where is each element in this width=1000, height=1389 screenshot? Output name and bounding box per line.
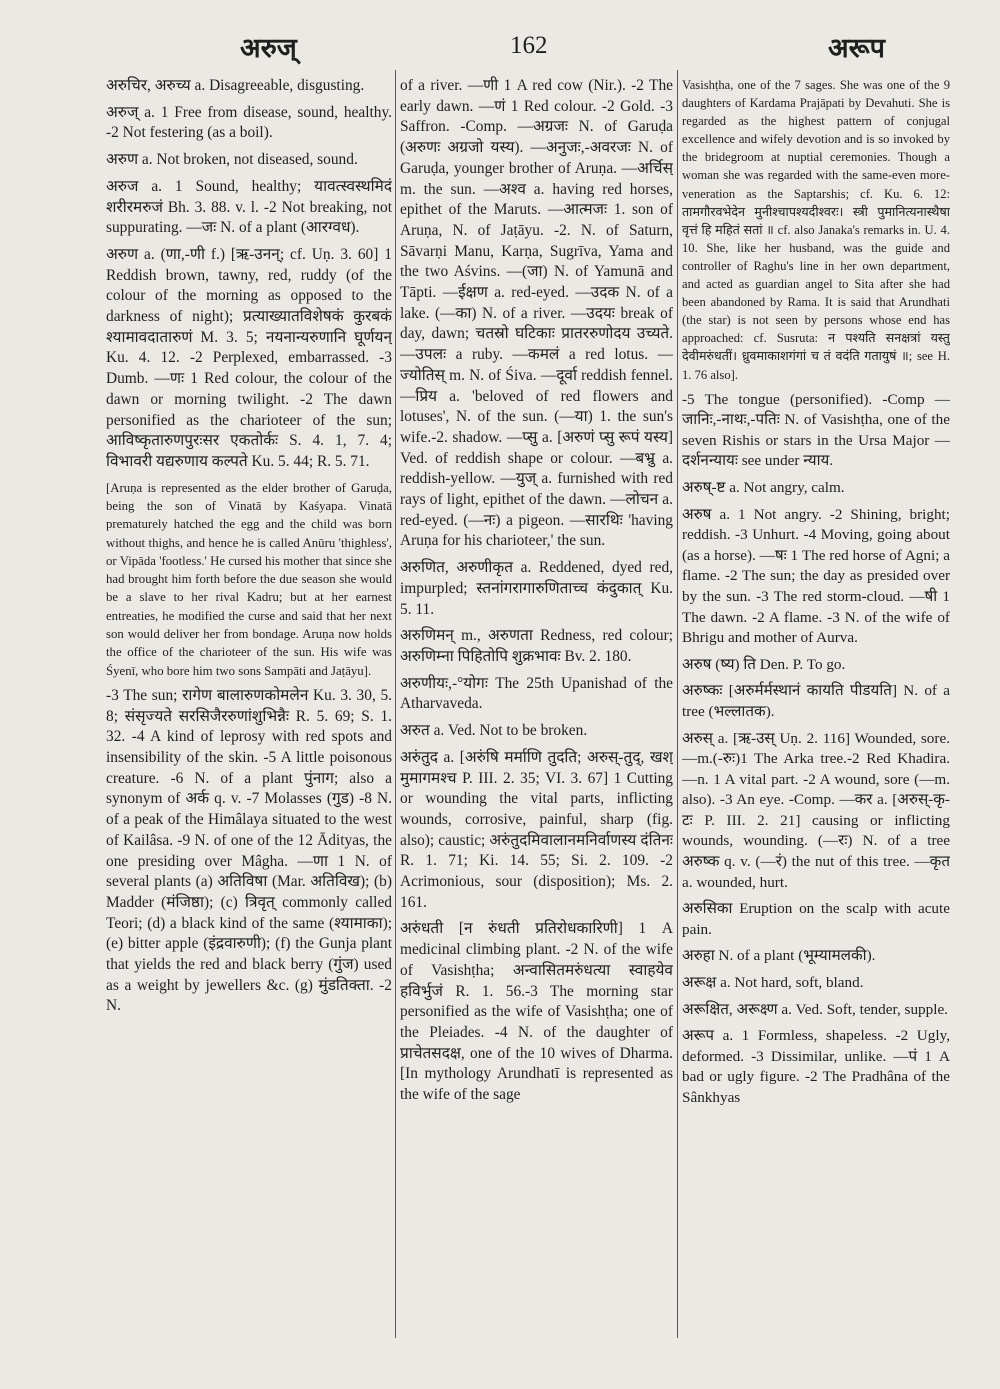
column-1 [106,76,392,1338]
entry: अरुणिमन् m., अरुणता Redness, red colour; अरुणिम्ना पिहितोपि शुक्रभावः Bv. 2. 180. [400,627,673,665]
entry: अरुज् a. 1 Free from disease, sound, healthy. -2 Not festering (as a boil). [106,103,392,142]
entry: अरुत a. Ved. Not to be broken. [400,722,588,740]
page-number: 162 [510,32,548,59]
page-header [100,28,945,68]
entry: अरुहा N. of a plant (भूम्यामलकी). [682,947,876,965]
entry: अरुष a. 1 Not angry. -2 Shining, bright; reddish. -3 Unhurt. -4 Moving, going about (as a horse). —षः 1 The red horse of Agni; a flame. -2 The sun; the day as presided over by the sun. -3 The red storm-cloud. —षी 1 The dawn. -2 A flame. -3 N. of the wife of Bhrigu and mother of Aurva. [682,505,950,647]
column-2 [400,76,673,1338]
column-3 [682,76,950,1338]
entry: अरुष्-ष्ट a. Not angry, calm. [682,478,845,496]
entry: अरुष (ष्य) ति Den. P. To go. [682,655,846,673]
left-running-headword: अरुज् [240,33,297,64]
entry-note: Vasishṭha, one of the 7 sages. She was one of the 9 daughters of Kardama Prajāpati by Devahuti. She is regarded as the highest pattern of conjugal excellence and wifely devotion and is so invoked by the bridegroom at nuptial ceremonies. Though a woman she was regarded with the same-even more-veneration as the Saptarshis; cf. Ku. 6. 12: तामगौरवभेदेन मुनीश्चापश्यदीश्वरः। स्त्री पुमानित्यनास्थैषा वृत्तं हि महितं सतां ॥ cf. also Janaka's remarks in. U. 4. 10. She, like her husband, was the guide and controller of Raghu's line in her own department, and acted as guardian angel to Sita after she had been abandoned by Rama. It is said that Arundhati (the star) is not seen by persons whose end has approached: cf. Susruta: न पश्यति सनक्षत्रां यस्तु देवीमरुंधतीं। ध्रुवमाकाशगंगां च तं वदंति गतायुषं ॥; see H. 1. 76 also]. [682,78,950,382]
entry: अरूक्षित, अरूक्ष्ण a. Ved. Soft, tender, supple. [682,1000,948,1018]
entry: अरूक्ष a. Not hard, soft, bland. [682,974,864,992]
entry-note: [Aruṇa is represented as the elder brother of Garuḍa, being the son of Vinatā by Kaśyapa. Vinatā prematurely hatched the egg and the child was born without thighs, and hence he is called Anūru 'thighless', or Vipāda 'footless.' He cursed his mother that since she had brought him forth before the due season she would be a slave to her rival Kadru; but at her earnest entreaties, he modified the curse and said that her next son would deliver her from bondage. Aruṇa now holds the office of the charioteer of the sun. His wife was Śyenī, who bore him two sons Sampāti and Jaṭāyu]. [106,480,392,678]
entry: अरुणित, अरुणीकृत a. Reddened, dyed red, impurpled; स्तनांगरागारुणिताच्च कंदुकात् Ku. 5. 11. [400,559,673,618]
entry: अरुंधती [न रुंधती प्रतिरोधकारिणी] 1 A medicinal climbing plant. -2 N. of the wife of Vasishṭha; अन्वासितमरुंधत्या स्वाहयेव हविर्भुजं R. 1. 56.-3 The morning star personified as the wife of Vasishṭha; one of the Pleiades. -4 N. of the daughter of प्राचेतसदक्ष, one of the 10 wives of Dharma. [In mythology Arundhatī is represented as the wife of the sage [400,920,673,1104]
entry: अरुणीयः,-°योगः The 25th Upanishad of the Atharvaveda. [400,674,673,713]
column-divider [395,70,396,1338]
entry: अरुंतुद a. [अरुंषि मर्माणि तुदति; अरुस्-तुद्, खश् मुमागमश्च P. III. 2. 35; VI. 3. 67] 1 Cutting or wounding the vital parts, inflicting wounds, corrosive, painful, sharp (fig. also); caustic; अरुंतुदमिवालानमनिर्वाणस्य दंतिनः R. 1. 71; Ki. 14. 55; Si. 2. 109. -2 Acrimonious, sour (disposition); Ms. 2. 161. [400,748,673,911]
entry: अरुण a. Not broken, not diseased, sound. [106,151,358,169]
entry: अरुस् a. [ऋ-उस् Uṇ. 2. 116] Wounded, sore. —m.(-रुः)1 The Arka tree.-2 Red Khadira. —n. 1 A vital part. -2 A wound, sore (—m. also). -3 An eye. -Comp. —कर a. [अरुस्-कृ-टः P. III. 2. 21] causing or inflicting wounds, wounding. (—रः) N. of a tree अरुष्क q. v. (—रं) the nut of this tree. —कृत a. wounded, hurt. [682,729,950,891]
entry: अरुण a. (णा,-णी f.) [ऋ-उनन्; cf. Uṇ. 3. 60] 1 Reddish brown, tawny, red, ruddy (of the colour of the morning as opposed to the darkness of night); प्रत्याख्यातविशेषकं कुरबकं श्यामावदातारुणं M. 3. 5; नयनान्यरुणानि घूर्णयन् Ku. 4. 12. -2 Perplexed, embarrassed. -3 Dumb. —णः 1 Red colour, the colour of the dawn or morning twilight. -2 The dawn personified as the charioteer of the sun; आविष्कृतारुणपुरःसर एकतोर्कः S. 4. 1, 7. 4; विभावरी यद्यरुणाय कल्पते Ku. 5. 44; R. 5. 71. [106,245,392,470]
right-running-headword: अरूप [828,33,885,64]
entry: अरुसिका Eruption on the scalp with acute pain. [682,900,950,938]
entry: अरुष्कः [अरुर्मर्मस्थानं कायति पीडयति] N. of a tree (भल्लातक). [682,682,950,720]
entry: -5 The tongue (personified). -Comp —जानिः,-नाथः,-पतिः N. of Vasishṭha, one of the seven Rishis or stars in the Ursa Major —दर्शनन्यायः see under न्याय. [682,390,950,470]
column-divider [677,70,678,1338]
entry: -3 The sun; रागेण बालारुणकोमलेन Ku. 3. 30, 5. 8; संसृज्यते सरसिजैररुणांशुभिन्नैः R. 5. 69; S. 1. 32. -4 A kind of leprosy with red spots and insensibility of the skin. -5 A little poisonous creature. -6 N. of a plant पुंनाग; also a synonym of अर्क q. v. -7 Molasses (गुड) -8 N. of a peak of the Himâlaya situated to the west of Kailâsa. -9 N. of one of the 12 Ādityas, the one presiding over Mâgha. —णा 1 N. of several plants (a) अतिविषा (Mar. अतिविख); (b) Madder (मंजिष्ठा); (c) त्रिवृत् commonly called Teori; (d) a black kind of the same (श्यामाका); (e) bitter apple (इंद्रवारुणी); (f) the Gunja plant that yields the red and black berry (गुंज) used as a weight by jewellers &c. (g) मुंडतिक्ता. -2 N. [106,686,392,1015]
entry: अरूप a. 1 Formless, shapeless. -2 Ugly, deformed. -3 Dissimilar, unlike. —पं 1 A bad or ugly figure. -2 The Pradhâna of the Sânkhyas [682,1027,950,1106]
entry: अरुज a. 1 Sound, healthy; यावत्स्वस्थमिदं शरीरमरुजं Bh. 3. 88. v. l. -2 Not breaking, not suppurating. —जः N. of a plant (आरग्वध). [106,177,392,237]
entry: अरुचिर, अरुच्य a. Disagreeable, disgusting. [106,77,365,94]
entry: of a river. —णी 1 A red cow (Nir.). -2 The early dawn. —णं 1 Red colour. -2 Gold. -3 Saffron. -Comp. —अग्रजः N. of Garuḍa (अरुणः अग्रजो यस्य). —अनुजः,-अवरजः N. of Garuḍa, younger brother of Aruṇa. —अर्चिस् m. the sun. —अश्व a. having red horses, epithet of the Maruts. —आत्मजः 1. son of Aruṇa, N. of Jaṭāyu. -2. N. of Saturn, Sāvarṇi Manu, Karṇa, Sugrīva, Yama and the two Aśvins. —(जा) N. of Yamunā and Tāpti. —ईक्षण a. red-eyed. —उदक N. of a lake. (—का) N. of a river. —उदयः break of day, dawn; चतस्रो घटिकाः प्रातररुणोदय उच्यते. —उपलः a ruby. —कमलं a red lotus. —ज्योतिस् m. N. of Śiva. —दूर्वा reddish fennel. —प्रिय a. 'beloved of red flowers and lotuses', N. of the sun. (—या) 1. the sun's wife.-2. shadow. —प्सु a. [अरुणं प्सु रूपं यस्य] Ved. of reddish shape or colour. —बभ्रु a. reddish-yellow. —युज् a. furnished with red rays of light, epithet of the dawn. —लोचन a. red-eyed. (—नः) a pigeon. —सारथिः 'having Aruṇa for his charioteer,' the sun. [400,77,673,550]
